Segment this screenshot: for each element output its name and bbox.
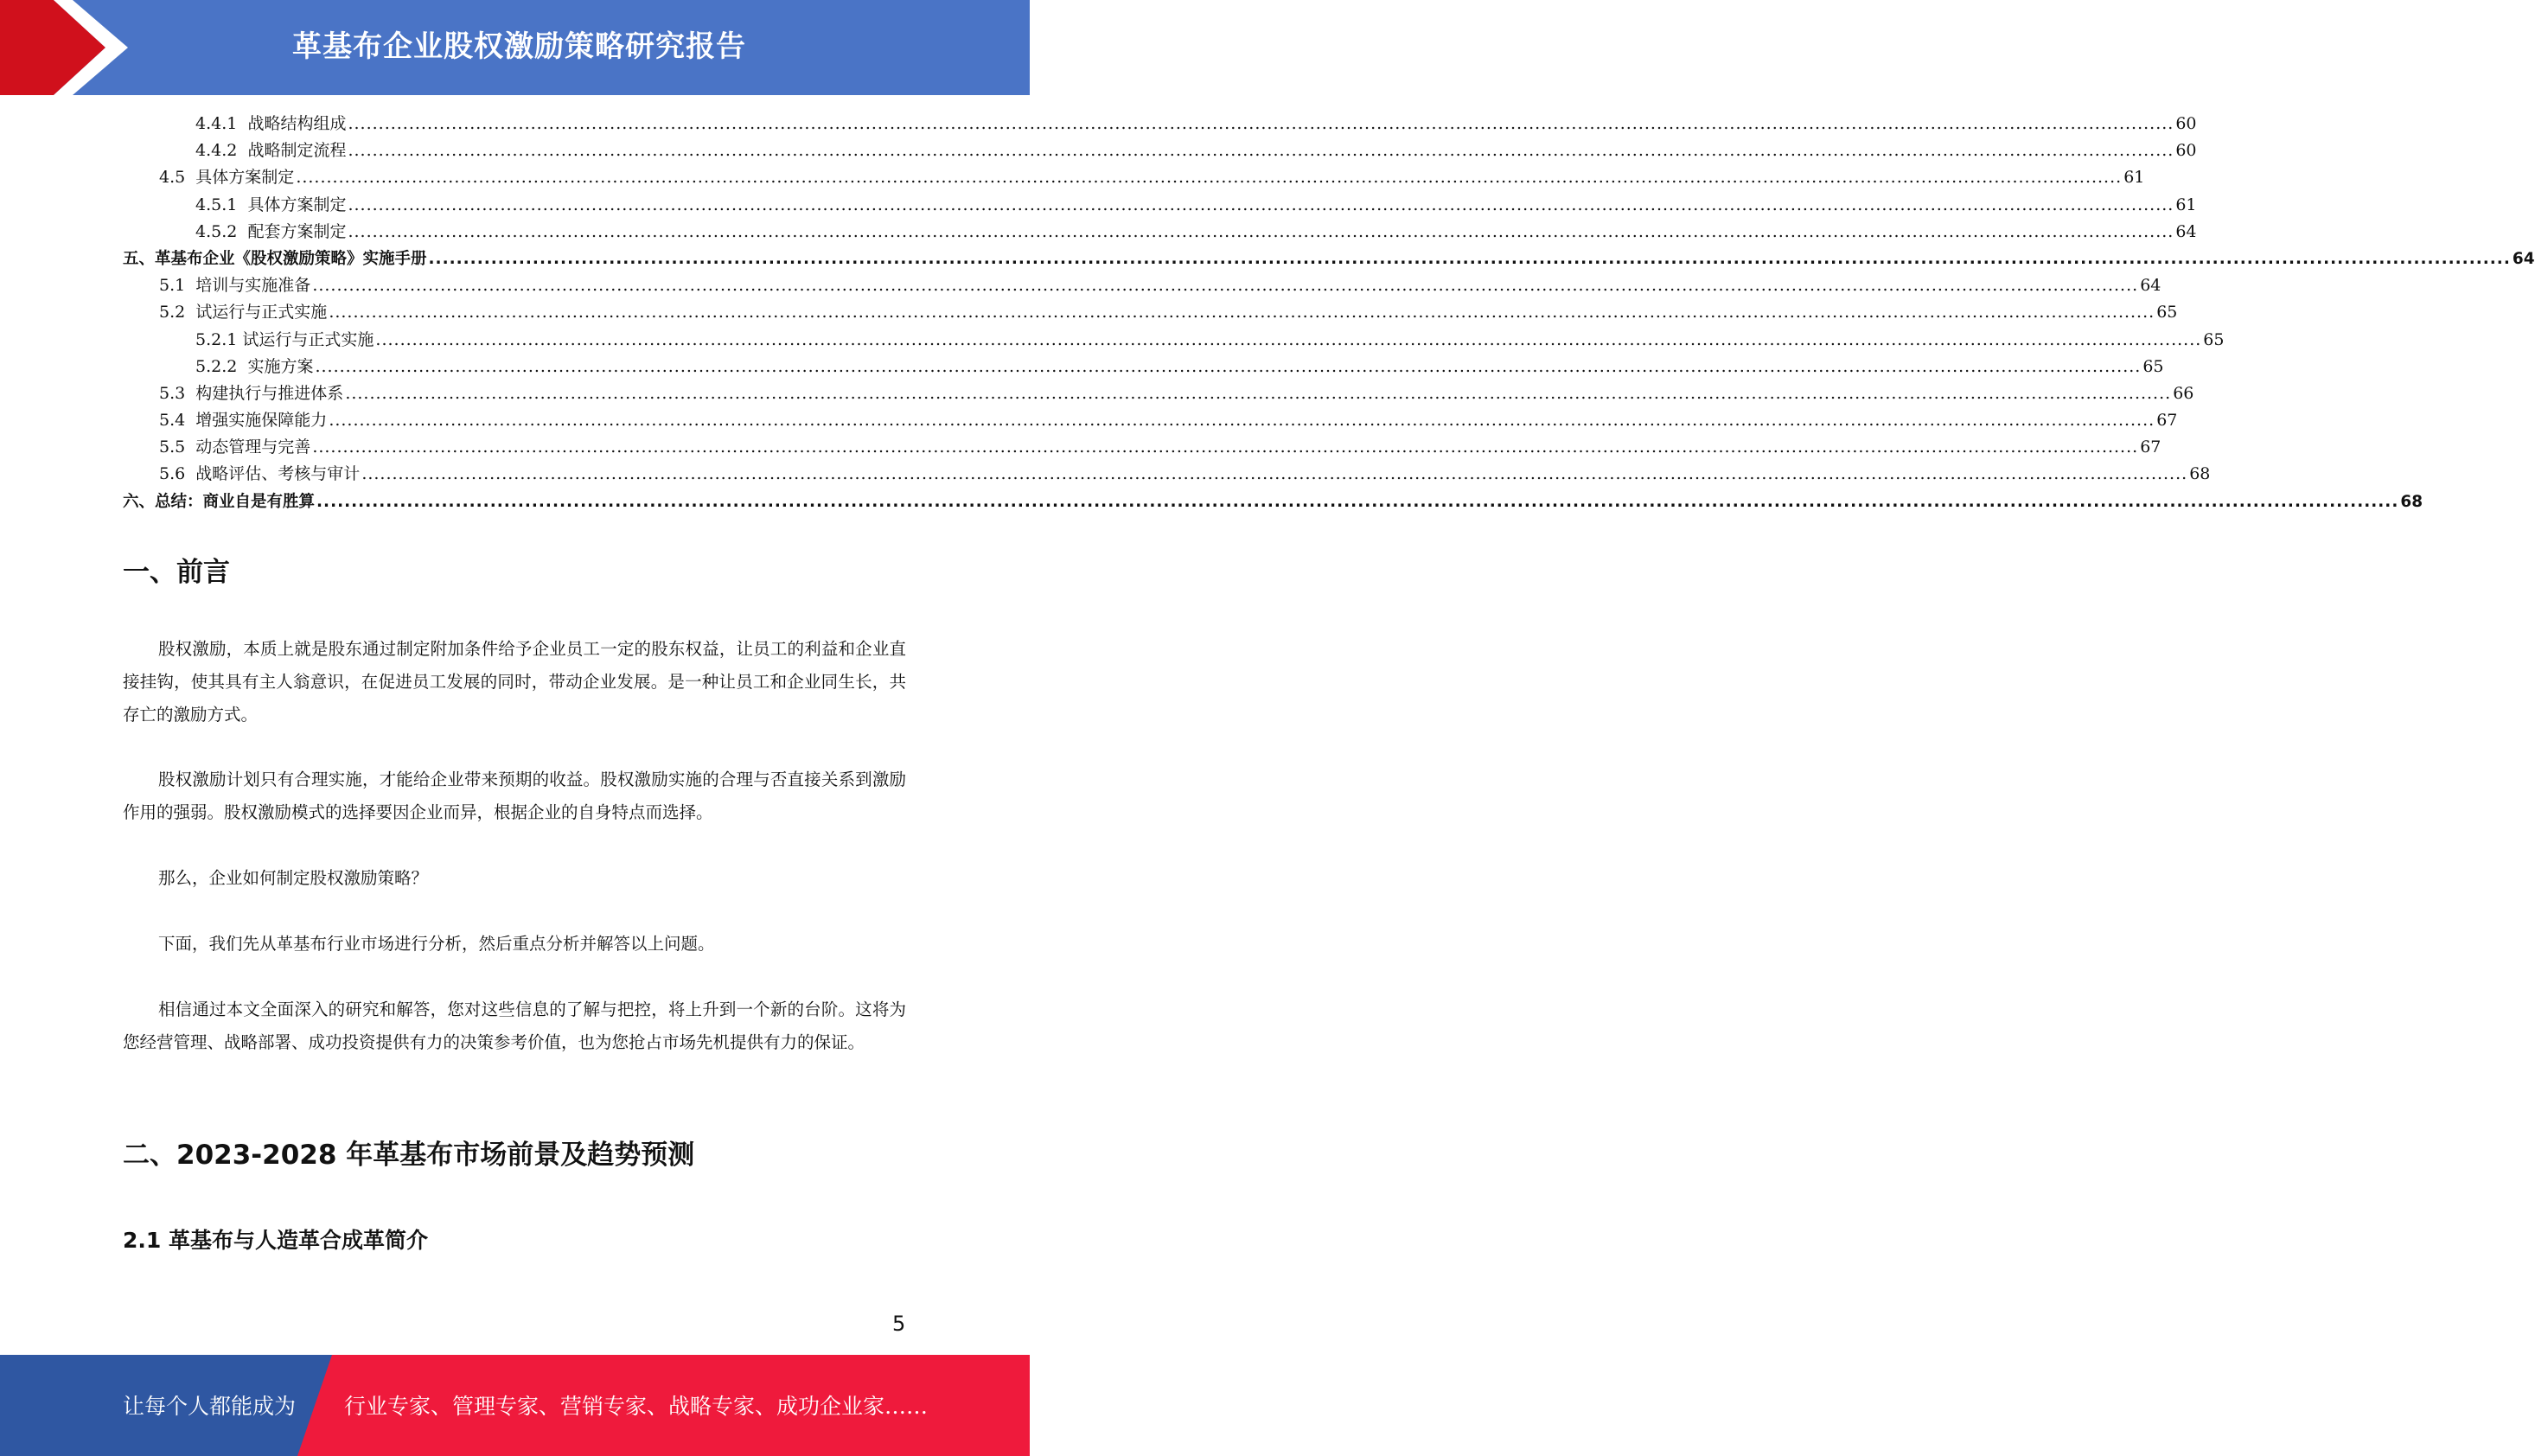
toc-entry[interactable] <box>123 407 2178 434</box>
toc-entry-page: 65 <box>2142 356 2164 376</box>
toc-dot-leader: ............................................................................................................................................................................................................................................................................................................ <box>312 276 2139 296</box>
toc-entry[interactable] <box>123 327 2225 354</box>
toc-entry-number: 4.5 <box>159 168 196 188</box>
page-header <box>0 0 1030 95</box>
toc-entry-page: 60 <box>2175 141 2197 161</box>
toc-dot-leader: ............................................................................................................................................................................................................................................................................................................ <box>428 249 2511 268</box>
toc-entry-page: 65 <box>2156 303 2178 322</box>
toc-entry-number: 5.6 <box>159 464 196 484</box>
toc-entry-number: 4.5.1 <box>195 195 248 214</box>
toc-entry-page: 68 <box>2189 464 2211 484</box>
toc-entry-page: 61 <box>2175 195 2197 214</box>
toc-entry-label: 六、总结：商业自是有胜算 <box>123 492 316 511</box>
toc-entry-page: 67 <box>2140 437 2161 457</box>
table-of-contents <box>123 111 2535 515</box>
paragraph: 相信通过本文全面深入的研究和解答，您对这些信息的了解与把控，将上升到一个新的台阶。这将为您经营管理、战略部署、成功投资提供有力的决策参考价值，也为您抢占市场先机提供有力的保证。 <box>123 999 906 1052</box>
toc-entry-page: 64 <box>2175 221 2197 241</box>
toc-entry-page: 60 <box>2175 114 2197 133</box>
toc-dot-leader: ............................................................................................................................................................................................................................................................................................................ <box>312 437 2139 457</box>
toc-entry-page: 65 <box>2203 329 2225 349</box>
toc-entry-label: 培训与实施准备 <box>195 276 311 296</box>
toc-entry[interactable] <box>123 272 2161 299</box>
toc-entry-label: 实施方案 <box>247 356 314 376</box>
paragraph: 股权激励，本质上就是股东通过制定附加条件给予企业员工一定的股东权益，让员工的利益和企业直接挂钩，使其具有主人翁意识，在促进员工发展的同时，带动企业发展。是一种让员工和企业同生长，共存亡的激励方式。 <box>123 639 906 725</box>
toc-entry[interactable] <box>123 434 2161 461</box>
toc-entry-label: 具体方案制定 <box>195 168 295 188</box>
toc-entry-label: 动态管理与完善 <box>195 437 311 457</box>
toc-entry[interactable] <box>123 219 2197 246</box>
toc-entry-label: 战略评估、考核与审计 <box>195 464 361 484</box>
toc-entry-number: 5.1 <box>159 276 196 296</box>
toc-entry-page: 61 <box>2123 168 2145 188</box>
toc-entry[interactable] <box>123 164 2145 191</box>
paragraph: 股权激励计划只有合理实施，才能给企业带来预期的收益。股权激励实施的合理与否直接关系到激励作用的强弱。股权激励模式的选择要因企业而异，根据企业的自身特点而选择。 <box>123 770 906 822</box>
toc-entry[interactable] <box>123 111 2197 137</box>
toc-entry-page: 67 <box>2156 411 2178 431</box>
toc-entry-number: 4.5.2 <box>195 221 248 241</box>
toc-dot-leader: ............................................................................................................................................................................................................................................................................................................ <box>329 303 2155 322</box>
toc-entry-page: 64 <box>2512 249 2535 268</box>
toc-dot-leader: ............................................................................................................................................................................................................................................................................................................ <box>345 383 2172 403</box>
toc-entry-number: 5.4 <box>159 411 196 431</box>
toc-entry-number: 5.2 <box>159 303 196 322</box>
toc-entry[interactable] <box>123 299 2178 326</box>
toc-entry-page: 64 <box>2140 276 2161 296</box>
toc-entry-label: 配套方案制定 <box>247 221 347 241</box>
toc-entry-label: 五、革基布企业《股权激励策略》实施手册 <box>123 249 427 268</box>
toc-dot-leader: ............................................................................................................................................................................................................................................................................................................ <box>296 168 2123 188</box>
section-heading-preface: 一、前言 <box>123 557 230 588</box>
toc-entry-label: 具体方案制定 <box>247 195 347 214</box>
toc-entry[interactable] <box>123 380 2194 407</box>
toc-entry-number: 4.4.1 <box>195 114 248 133</box>
header-title: 革基布企业股权激励策略研究报告 <box>292 29 746 64</box>
toc-entry-page: 66 <box>2173 383 2194 403</box>
footer-slogan-right: 行业专家、管理专家、营销专家、战略专家、成功企业家…… <box>344 1394 929 1419</box>
footer-slogan-left: 让每个人都能成为 <box>123 1394 297 1419</box>
toc-entry[interactable] <box>123 192 2197 219</box>
page-number: 5 <box>892 1312 906 1336</box>
paragraph: 那么，企业如何制定股权激励策略？ <box>158 868 429 888</box>
toc-entry-label: 增强实施保障能力 <box>195 411 328 431</box>
toc-dot-leader: ............................................................................................................................................................................................................................................................................................................ <box>348 114 2174 133</box>
toc-dot-leader: ............................................................................................................................................................................................................................................................................................................ <box>348 141 2174 161</box>
toc-entry-label: 战略结构组成 <box>247 114 347 133</box>
toc-entry-label: 试运行与正式实施 <box>195 303 328 322</box>
toc-entry[interactable] <box>123 137 2197 164</box>
toc-dot-leader: ............................................................................................................................................................................................................................................................................................................ <box>348 195 2174 214</box>
toc-dot-leader: ............................................................................................................................................................................................................................................................................................................ <box>348 221 2174 241</box>
toc-entry-label: 试运行与正式实施 <box>242 329 374 349</box>
toc-entry-number: 5.2.2 <box>195 356 248 376</box>
toc-entry-number: 5.2.1 <box>195 329 243 349</box>
toc-dot-leader: ............................................................................................................................................................................................................................................................................................................ <box>329 411 2155 431</box>
toc-entry[interactable] <box>123 461 2211 488</box>
toc-dot-leader: ............................................................................................................................................................................................................................................................................................................ <box>361 464 2188 484</box>
toc-entry-page: 68 <box>2400 492 2423 511</box>
toc-entry-label: 构建执行与推进体系 <box>195 383 344 403</box>
toc-dot-leader: ............................................................................................................................................................................................................................................................................................................ <box>315 356 2142 376</box>
toc-entry-number: 4.4.2 <box>195 141 248 161</box>
toc-entry[interactable] <box>123 354 2164 380</box>
toc-entry[interactable] <box>123 246 2535 272</box>
paragraph: 下面，我们先从革基布行业市场进行分析，然后重点分析并解答以上问题。 <box>158 934 715 954</box>
toc-entry-number: 5.3 <box>159 383 196 403</box>
toc-entry[interactable] <box>123 489 2423 515</box>
toc-entry-number: 5.5 <box>159 437 196 457</box>
toc-dot-leader: ............................................................................................................................................................................................................................................................................................................ <box>375 329 2202 349</box>
toc-entry-label: 战略制定流程 <box>247 141 347 161</box>
page-footer <box>0 1355 1030 1456</box>
section-heading-market-forecast: 二、2023-2028 年革基布市场前景及趋势预测 <box>123 1140 695 1171</box>
toc-dot-leader: ............................................................................................................................................................................................................................................................................................................ <box>316 492 2399 511</box>
subsection-heading: 2.1 革基布与人造革合成革简介 <box>123 1228 428 1253</box>
